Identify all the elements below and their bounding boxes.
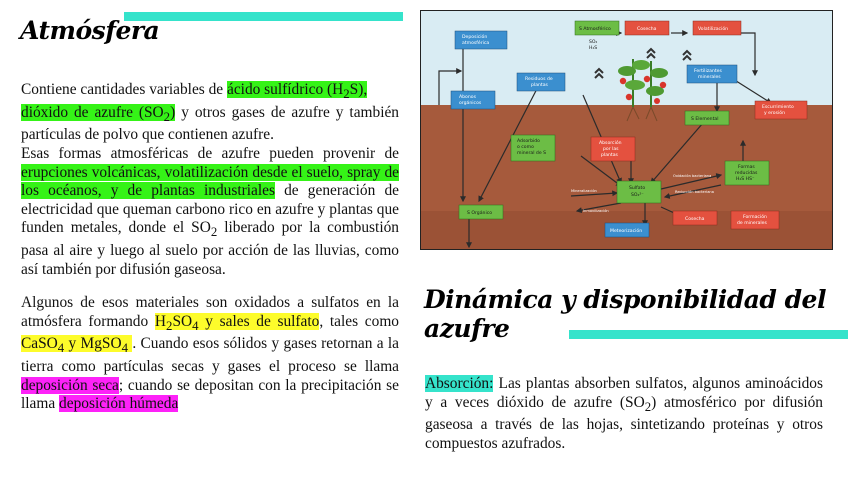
svg-text:S Orgánico: S Orgánico [467, 211, 493, 216]
svg-text:Residuos de: Residuos de [525, 77, 553, 82]
section-title-dinamica: Dinámica y disponibilidad del azufre [424, 285, 826, 343]
svg-text:Deposición: Deposición [462, 35, 488, 40]
text: ) atmosférico por difusión gaseosa a través de las hojas, sintetizando proteínas y otros compuestos azufrados. [425, 393, 824, 452]
text: y otros gases de azufre y también partículas de polvo que contienen azufre. [21, 103, 399, 144]
diagram-box-meteorizacion [605, 223, 649, 237]
svg-text:Formas: Formas [738, 165, 755, 170]
paragraph-absorption: Absorción: Las plantas absorben sulfatos, algunos aminoácidos y a veces dióxido de azufre $(SO_2)$ atmosférico por difusión gaseosa a través de las hojas, sintetizando proteínas y otros compuestos azufrados. [425, 375, 824, 452]
highlight-h2s: ácido sulfídrico $(H_2S)$, [227, 81, 368, 102]
text: ; cuando se depositan con la precipitación se llama [21, 376, 399, 413]
highlight-wet-deposition: deposición húmeda [59, 395, 179, 413]
highlight-salts: CaSO$_4$ y MgSO$_4$ [21, 335, 132, 352]
highlight-sulfuric-acid: $H_2SO_4$ y sales de sulfato [154, 312, 320, 333]
svg-text:minerales: minerales [698, 75, 721, 80]
gas-so2-label: SO₂ [589, 40, 598, 45]
gas-h2s-label: H₂S [589, 46, 598, 51]
sulfur-cycle-diagram [420, 10, 833, 250]
svg-text:Cosecha: Cosecha [685, 217, 705, 222]
diagram-box-residuos [517, 73, 565, 91]
paragraph-atmosphere-intro: Contiene cantidades variables de ácido sulfídrico $(H_2S)$, dióxido de azufre $(SO_2)$ y otros gases de azufre y también partículas de polvo que contienen azufre. Esas formas atmosféricas de azufre pueden provenir de erupciones volcánicas, volatilización desde el suelo, spray de los océanos, y de plantas industriales de generación de electricidad que queman carbono rico en azufre y plantas que funden metales, donde el $SO_2$ liberado por la combustión pasa al aire y luego al suelo por acción de las lluvias, como así también por difusión gaseosa. [21, 81, 399, 278]
paragraph-deposition [21, 294, 399, 414]
diagram-box-cosecha-top [625, 21, 669, 35]
svg-text:o como: o como [517, 145, 534, 150]
diagram-box-escurrimiento [755, 101, 807, 119]
text: Las plantas absorben sulfatos, algunos aminoácidos y a veces dióxido de azufre (SO [425, 375, 823, 411]
diagram-box-formacion [731, 211, 779, 229]
highlight-sources: erupciones volcánicas, volatilización desde el suelo, spray de los océanos, y de plantas industriales [21, 163, 399, 200]
svg-text:S Elemental: S Elemental [691, 117, 719, 122]
diagram-box-cosecha-bottom [673, 211, 717, 225]
diagram-box-sulfato [617, 181, 661, 203]
svg-text:Fertilizantes: Fertilizantes [694, 69, 722, 74]
svg-text:plantas: plantas [531, 83, 548, 88]
label-reduccion: Reducción bacteriana [675, 190, 714, 194]
svg-text:Cosecha: Cosecha [637, 27, 657, 32]
text: Esas formas atmosféricas de azufre pueden provenir de [21, 144, 399, 162]
diagram-box-absorcion [591, 137, 635, 161]
svg-text:Sulfato: Sulfato [629, 186, 646, 191]
svg-text:Formación: Formación [743, 215, 767, 220]
accent-bar-top [124, 12, 403, 21]
svg-text:Meteorización: Meteorización [610, 229, 643, 234]
diagram-box-volatilizacion [693, 21, 741, 35]
diagram-box-s-organico [459, 205, 503, 219]
diagram-box-formas-reducidas [725, 161, 769, 185]
section-title-atmosfera: Atmósfera [20, 16, 160, 45]
diagram-box-s-atmosferico [575, 21, 619, 35]
diagram-box-s-elemental [685, 111, 729, 125]
diagram-box-deposicion [455, 31, 507, 49]
label-mineralizacion: Mineralización [571, 189, 597, 193]
svg-text:mineral de S: mineral de S [517, 151, 547, 156]
svg-text:Abonos: Abonos [459, 95, 476, 100]
svg-text:S Atmosférico: S Atmosférico [579, 27, 611, 32]
highlight-so2: dióxido de azufre $(SO_2)$ [21, 103, 176, 124]
diagram-box-fertilizantes [687, 65, 737, 83]
svg-text:orgánicos: orgánicos [459, 101, 482, 106]
highlight-dry-deposition: deposición seca [21, 376, 119, 394]
svg-text:Adsorbido: Adsorbido [517, 139, 540, 144]
label-inmovilizacion: Inmovilización [583, 209, 609, 213]
highlight-absorcion: Absorción: [425, 375, 494, 392]
svg-text:Volatilización: Volatilización [698, 27, 729, 32]
svg-text:de minerales: de minerales [737, 221, 767, 226]
text: . Cuando esos sólidos y gases retornan a la tierra como partículas secas y gases el proceso se llama [21, 335, 399, 375]
text: liberado por la combustión pasa al aire y luego al suelo por acción de las lluvias, como así también por difusión gaseosa. [21, 219, 399, 278]
svg-text:H₂S HS⁻: H₂S HS⁻ [736, 177, 755, 182]
text: , tales como [319, 312, 399, 330]
svg-text:atmosférica: atmosférica [462, 41, 490, 46]
svg-text:reducidas: reducidas [735, 171, 758, 176]
text: Algunos de esos materiales son oxidados a sulfatos en la atmósfera formando [21, 294, 399, 330]
label-oxidacion: Oxidación bacteriana [673, 174, 712, 178]
svg-text:SO₄²⁻: SO₄²⁻ [631, 193, 644, 198]
text: de generación de electricidad que queman carbono rico en azufre y plantas que funden metales, donde el SO [21, 182, 399, 237]
svg-text:y erosión: y erosión [764, 111, 785, 116]
sulfur-cycle-svg [421, 11, 832, 249]
diagram-box-abonos [451, 91, 495, 109]
svg-text:plantas: plantas [601, 153, 618, 158]
diagram-box-adsorbido [511, 135, 555, 161]
svg-text:Absorción: Absorción [599, 141, 622, 146]
svg-text:por las: por las [603, 147, 619, 152]
svg-text:Escurrimiento: Escurrimiento [762, 105, 794, 110]
text: Contiene cantidades variables de [21, 81, 227, 98]
